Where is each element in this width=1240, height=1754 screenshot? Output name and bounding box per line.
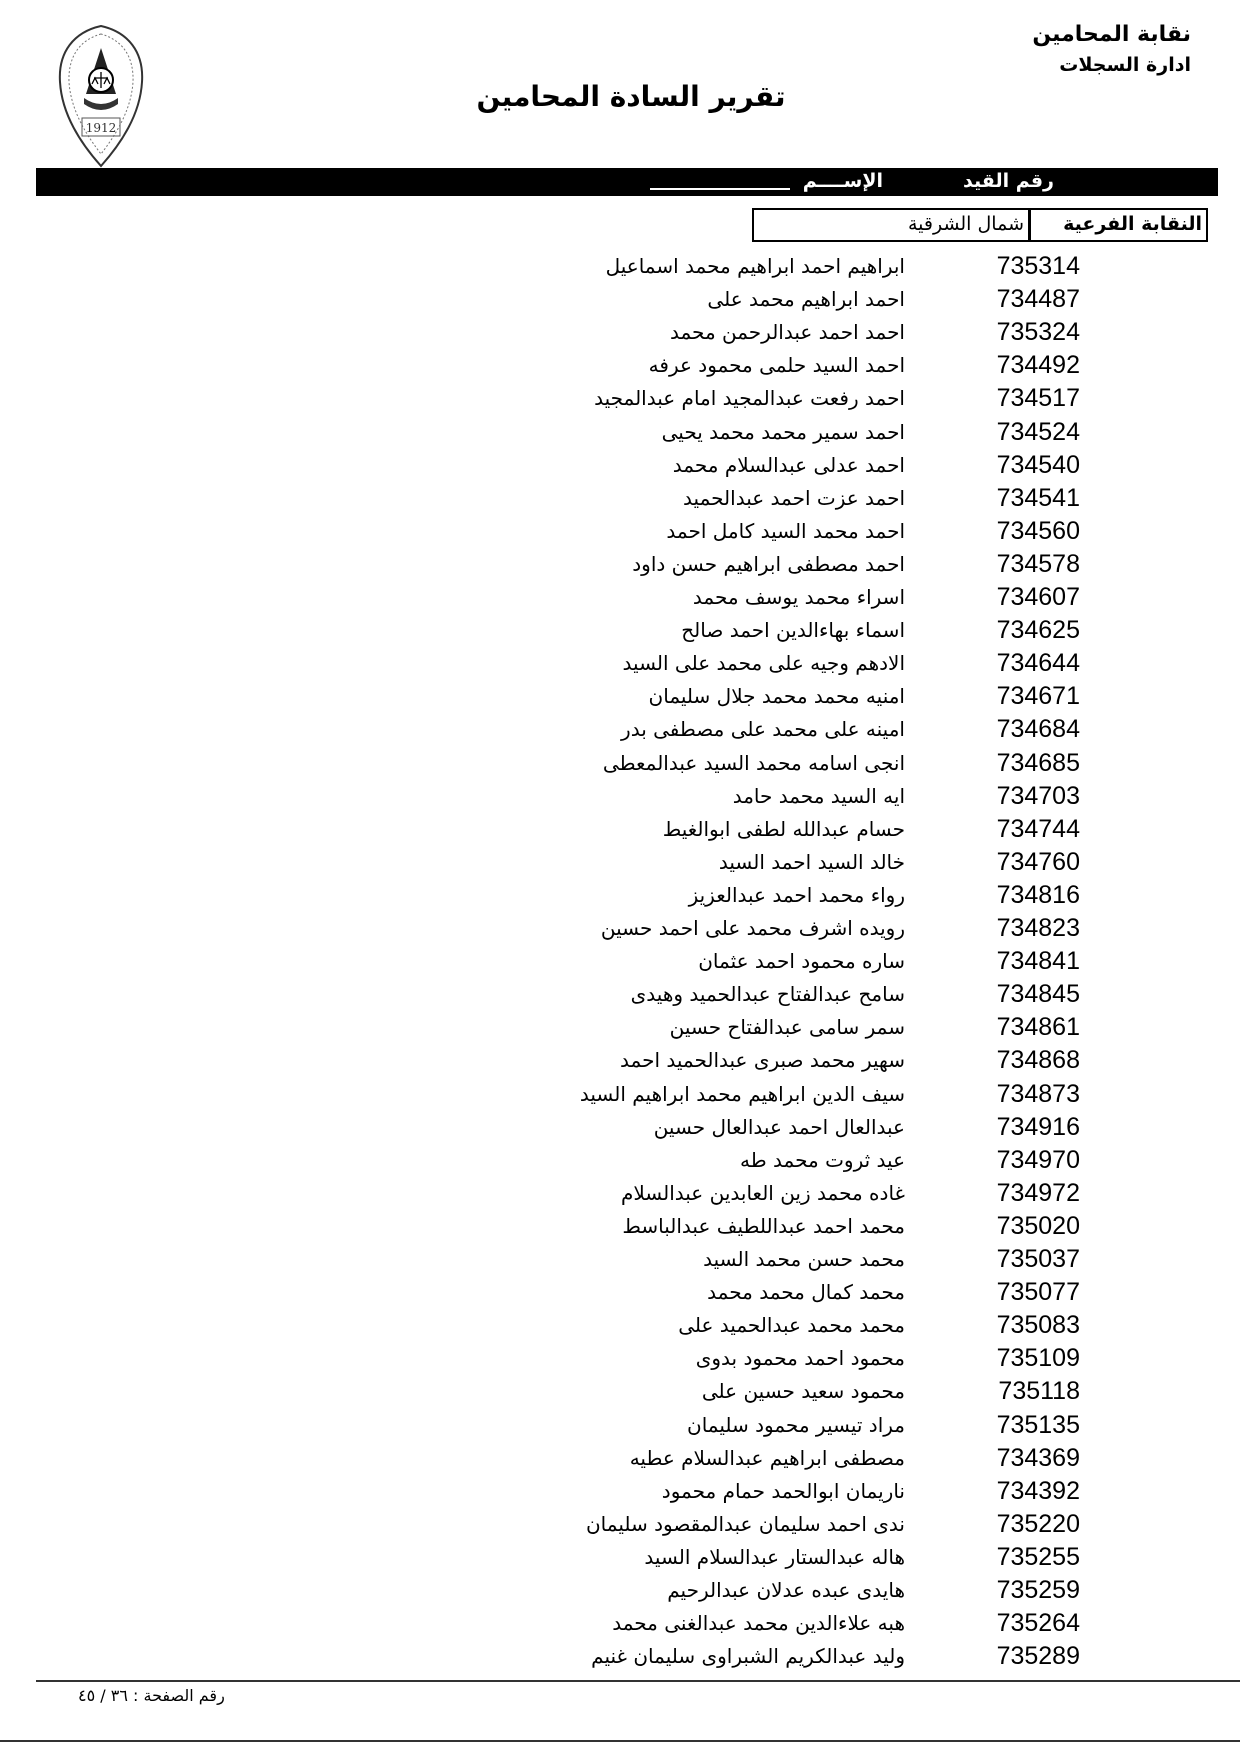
registration-number: 734744 (996, 814, 1080, 843)
column-header-registration-number: رقم القيد (963, 170, 1054, 192)
registration-number: 734671 (996, 682, 1080, 711)
lawyer-name: احمد سمير محمد محمد يحيى (661, 419, 905, 444)
table-row (0, 1409, 1240, 1442)
lawyer-name: رواء محمد احمد عبدالعزيز (688, 882, 905, 907)
lawyer-name: محمود سعيد حسين على (701, 1379, 905, 1404)
lawyer-name: سامح عبدالفتاح عبدالحميد وهيدى (630, 982, 905, 1007)
registration-number: 734972 (996, 1178, 1080, 1207)
column-header-name: الإســــم (802, 170, 883, 192)
lawyer-name: اسراء محمد يوسف محمد (692, 585, 905, 609)
registration-number: 735083 (996, 1311, 1080, 1340)
lawyer-name: امينه على محمد على مصطفى بدر (621, 717, 905, 742)
table-row (0, 1607, 1240, 1640)
registration-number: 735077 (996, 1278, 1080, 1307)
registration-number: 734760 (996, 847, 1080, 876)
registration-number: 734492 (996, 351, 1080, 380)
table-row (0, 1309, 1240, 1342)
table-row (0, 713, 1240, 746)
registration-number: 734816 (996, 880, 1080, 909)
lawyer-name: حسام عبدالله لطفى ابوالغيط (662, 816, 905, 841)
table-row (0, 449, 1240, 482)
table-row (0, 548, 1240, 581)
registration-number: 734560 (996, 516, 1080, 545)
registration-number: 735109 (996, 1344, 1080, 1373)
lawyer-name: مراد تيسير محمود سليمان (687, 1412, 905, 1437)
lawyer-name: عيد ثروت محمد طه (740, 1147, 905, 1172)
lawyer-name: ندى احمد سليمان عبدالمقصود سليمان (585, 1511, 905, 1536)
registration-number: 734524 (996, 417, 1080, 446)
registration-number: 735314 (996, 252, 1080, 280)
registration-number: 734607 (996, 583, 1080, 611)
table-row (0, 1475, 1240, 1508)
lawyer-name: انجى اسامه محمد السيد عبدالمعطى (602, 750, 905, 775)
table-row (0, 978, 1240, 1011)
registration-number: 735118 (998, 1377, 1080, 1406)
table-row (0, 283, 1240, 316)
lawyer-name: الادهم وجيه على محمد على السيد (622, 651, 905, 676)
registration-number: 734861 (996, 1013, 1080, 1042)
lawyer-name: احمد رفعت عبدالمجيد امام عبدالمجيد (594, 386, 905, 411)
registration-number: 734970 (996, 1145, 1080, 1174)
lawyer-name: احمد احمد عبدالرحمن محمد (669, 320, 905, 345)
table-row (0, 780, 1240, 813)
registration-number: 735037 (996, 1245, 1080, 1273)
registration-number: 734841 (996, 947, 1080, 976)
lawyer-name: سمر سامى عبدالفتاح حسين (669, 1015, 905, 1040)
lawyer-name: غاده محمد زين العابدين عبدالسلام (620, 1180, 905, 1205)
table-row (0, 1177, 1240, 1210)
registration-number: 734487 (996, 285, 1080, 314)
table-row (0, 680, 1240, 713)
lawyer-name: ابراهيم احمد ابراهيم محمد اسماعيل (605, 254, 905, 278)
registration-number: 734541 (996, 483, 1080, 512)
registration-number: 734644 (996, 649, 1080, 678)
lawyer-name: محمد احمد عبداللطيف عبدالباسط (622, 1213, 905, 1238)
lawyer-name: هايدى عبده عدلان عبدالرحيم (667, 1578, 905, 1602)
registration-number: 735220 (996, 1509, 1080, 1538)
lawyer-name: خالد السيد احمد السيد (718, 849, 905, 874)
table-row (0, 482, 1240, 515)
registration-number: 735135 (996, 1410, 1080, 1439)
registration-number: 734703 (996, 781, 1080, 810)
registration-number: 734684 (996, 715, 1080, 744)
table-row (0, 1144, 1240, 1177)
table-row (0, 1011, 1240, 1044)
table-row (0, 1574, 1240, 1607)
registration-number: 735020 (996, 1211, 1080, 1240)
table-row (0, 349, 1240, 382)
table-row (0, 1243, 1240, 1276)
table-row (0, 614, 1240, 647)
lawyer-name: احمد محمد السيد كامل احمد (666, 518, 905, 543)
table-row (0, 1508, 1240, 1541)
registration-number: 734873 (996, 1079, 1080, 1108)
lawyer-name: سيف الدين ابراهيم محمد ابراهيم السيد (579, 1081, 905, 1106)
lawyer-name: امنيه محمد محمد جلال سليمان (648, 684, 905, 709)
table-row (0, 1044, 1240, 1077)
registration-number: 734868 (996, 1046, 1080, 1075)
lawyer-name: احمد مصطفى ابراهيم حسن داود (632, 551, 905, 576)
table-row (0, 747, 1240, 780)
table-row (0, 416, 1240, 449)
registration-number: 734540 (996, 450, 1080, 479)
bar-association-logo (54, 22, 148, 170)
lawyer-name: رويده اشرف محمد على احمد حسين (600, 916, 905, 940)
registration-number: 735259 (996, 1576, 1080, 1604)
lawyer-name: احمد عدلى عبدالسلام محمد (672, 452, 905, 477)
registration-number: 735324 (996, 318, 1080, 347)
table-row (0, 1276, 1240, 1309)
branch-value: شمال الشرقية (752, 208, 1030, 242)
table-row (0, 1111, 1240, 1144)
lawyer-name: محمد محمد عبدالحميد على (678, 1313, 905, 1338)
table-row (0, 846, 1240, 879)
organization-name: نقابة المحامين (1032, 22, 1191, 47)
table-row (0, 813, 1240, 846)
lawyer-name: ايه السيد محمد حامد (732, 783, 905, 808)
table-row (0, 382, 1240, 415)
footer-divider (36, 1680, 1240, 1682)
lawyer-name: اسماء بهاءالدين احمد صالح (681, 618, 905, 643)
registration-number: 734845 (996, 980, 1080, 1009)
table-row (0, 1342, 1240, 1375)
lawyer-name: ساره محمود احمد عثمان (698, 949, 905, 974)
table-header-bar (36, 168, 1218, 196)
bottom-divider (0, 1740, 1240, 1742)
registration-number: 734369 (996, 1443, 1080, 1472)
lawyer-name: ناريمان ابوالحمد حمام محمود (661, 1478, 905, 1503)
lawyer-name: عبدالعال احمد عبدالعال حسين (653, 1114, 905, 1139)
lawyer-name: احمد السيد حلمى محمود عرفه (648, 353, 905, 378)
registration-number: 734517 (996, 384, 1080, 413)
table-row (0, 912, 1240, 945)
table-row (0, 1442, 1240, 1475)
table-row (0, 581, 1240, 614)
registration-number: 735255 (996, 1542, 1080, 1571)
table-row (0, 250, 1240, 283)
registration-number: 734685 (996, 748, 1080, 777)
department-name: ادارة السجلات (1059, 54, 1191, 76)
table-row (0, 879, 1240, 912)
table-row (0, 1375, 1240, 1408)
table-row (0, 1541, 1240, 1574)
table-row (0, 647, 1240, 680)
lawyer-name: سهير محمد صبرى عبدالحميد احمد (620, 1048, 905, 1073)
branch-label: النقابة الفرعية (1030, 208, 1208, 242)
table-row (0, 945, 1240, 978)
registration-number: 734823 (996, 914, 1080, 942)
lawyer-name: محمد كمال محمد محمد (707, 1280, 905, 1305)
lawyer-name: احمد ابراهيم محمد على (707, 287, 905, 312)
lawyer-name: محمد حسن محمد السيد (703, 1247, 905, 1271)
table-row (0, 1210, 1240, 1243)
registration-number: 734578 (996, 549, 1080, 578)
lawyer-name: هاله عبدالستار عبدالسلام السيد (644, 1544, 905, 1569)
header-underline (650, 188, 790, 190)
table-row (0, 316, 1240, 349)
registration-number: 734625 (996, 616, 1080, 645)
lawyer-name: مصطفى ابراهيم عبدالسلام عطيه (629, 1445, 905, 1470)
lawyer-name: محمود احمد محمود بدوى (695, 1346, 905, 1371)
registration-number: 735289 (996, 1642, 1080, 1671)
registration-number: 735264 (996, 1609, 1080, 1638)
page-title: تقرير السادة المحامين (476, 80, 786, 113)
registration-number: 734392 (996, 1476, 1080, 1505)
lawyer-name: وليد عبدالكريم الشبراوى سليمان غنيم (591, 1644, 905, 1669)
page-number: رقم الصفحة : ٣٦ / ٤٥ (78, 1686, 225, 1705)
lawyer-name: احمد عزت احمد عبدالحميد (683, 485, 905, 510)
table-row (0, 1640, 1240, 1673)
lawyer-name: هبه علاءالدين محمد عبدالغنى محمد (612, 1611, 905, 1636)
svg-text:1912: 1912 (85, 121, 117, 135)
registration-number: 734916 (996, 1112, 1080, 1141)
table-row (0, 1078, 1240, 1111)
table-row (0, 515, 1240, 548)
